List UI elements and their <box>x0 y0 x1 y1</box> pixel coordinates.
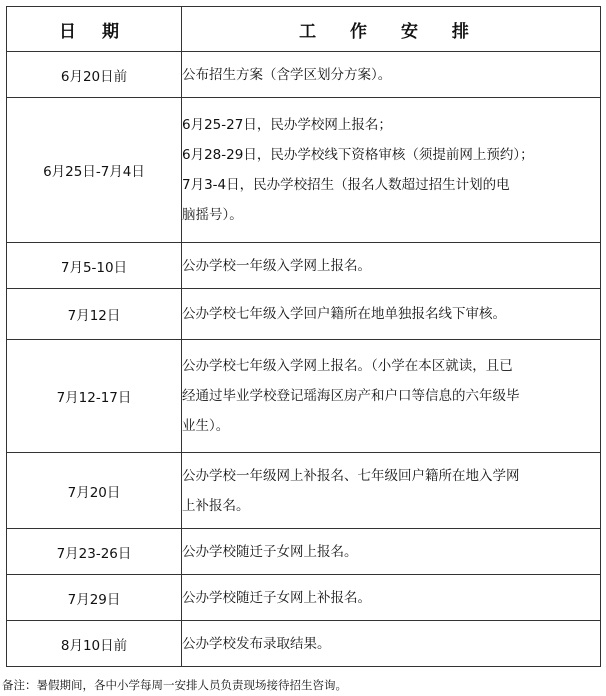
arrangement-line: 公办学校随迁子女网上补报名。 <box>182 589 371 606</box>
enrollment-schedule-table <box>6 6 601 667</box>
schedule-arrangement <box>182 575 601 621</box>
arrangement-line: 公办学校随迁子女网上报名。 <box>182 543 358 560</box>
schedule-date: 8月10日前 <box>7 621 182 667</box>
table-row <box>7 453 601 529</box>
schedule-arrangement <box>182 453 601 529</box>
arrangement-line: 6月25-27日，民办学校网上报名； <box>182 117 392 133</box>
schedule-arrangement <box>182 52 601 98</box>
header-date: 日 期 <box>7 7 182 52</box>
arrangement-line: 7月3-4日，民办学校招生（报名人数超过招生计划的电 <box>182 177 510 193</box>
table-row <box>7 243 601 289</box>
schedule-arrangement <box>182 529 601 575</box>
schedule-arrangement <box>182 243 601 289</box>
table-row <box>7 621 601 667</box>
arrangement-line: 公办学校七年级入学网上报名。（小学在本区就读，且已 <box>182 358 513 374</box>
schedule-arrangement <box>182 340 601 453</box>
schedule-date: 7月12-17日 <box>7 340 182 453</box>
schedule-date: 6月25日-7月4日 <box>7 98 182 243</box>
schedule-date: 7月29日 <box>7 575 182 621</box>
arrangement-line: 上补报名。 <box>182 497 250 514</box>
arrangement-line: 公办学校一年级入学网上报名。 <box>182 257 371 274</box>
table-row <box>7 98 601 243</box>
schedule-date: 6月20日前 <box>7 52 182 98</box>
arrangement-line: 6月28-29日，民办学校线下资格审核（须提前网上预约）； <box>182 147 534 163</box>
table-row <box>7 575 601 621</box>
schedule-arrangement <box>182 621 601 667</box>
arrangement-line: 经通过毕业学校登记瑶海区房产和户口等信息的六年级毕 <box>182 388 520 404</box>
schedule-date: 7月23-26日 <box>7 529 182 575</box>
table-row <box>7 52 601 98</box>
schedule-arrangement <box>182 98 601 243</box>
arrangement-line: 业生）。 <box>182 418 230 434</box>
arrangement-line: 公办学校发布录取结果。 <box>182 635 331 652</box>
schedule-date: 7月12日 <box>7 289 182 340</box>
table-row <box>7 340 601 453</box>
header-arrangement: 工 作 安 排 <box>182 7 601 52</box>
arrangement-line: 公布招生方案（含学区划分方案）。 <box>182 66 392 83</box>
arrangement-line: 公办学校一年级网上补报名、七年级回户籍所在地入学网 <box>182 467 520 484</box>
schedule-arrangement <box>182 289 601 340</box>
footnote: 备注：暑假期间，各中小学每周一安排人员负责现场接待招生咨询。 <box>2 678 347 692</box>
table-header-row <box>7 7 601 52</box>
schedule-date: 7月20日 <box>7 453 182 529</box>
schedule-date: 7月5-10日 <box>7 243 182 289</box>
arrangement-line: 公办学校七年级入学回户籍所在地单独报名线下审核。 <box>182 306 506 322</box>
table-row <box>7 529 601 575</box>
arrangement-line: 脑摇号）。 <box>182 207 243 223</box>
table-row <box>7 289 601 340</box>
